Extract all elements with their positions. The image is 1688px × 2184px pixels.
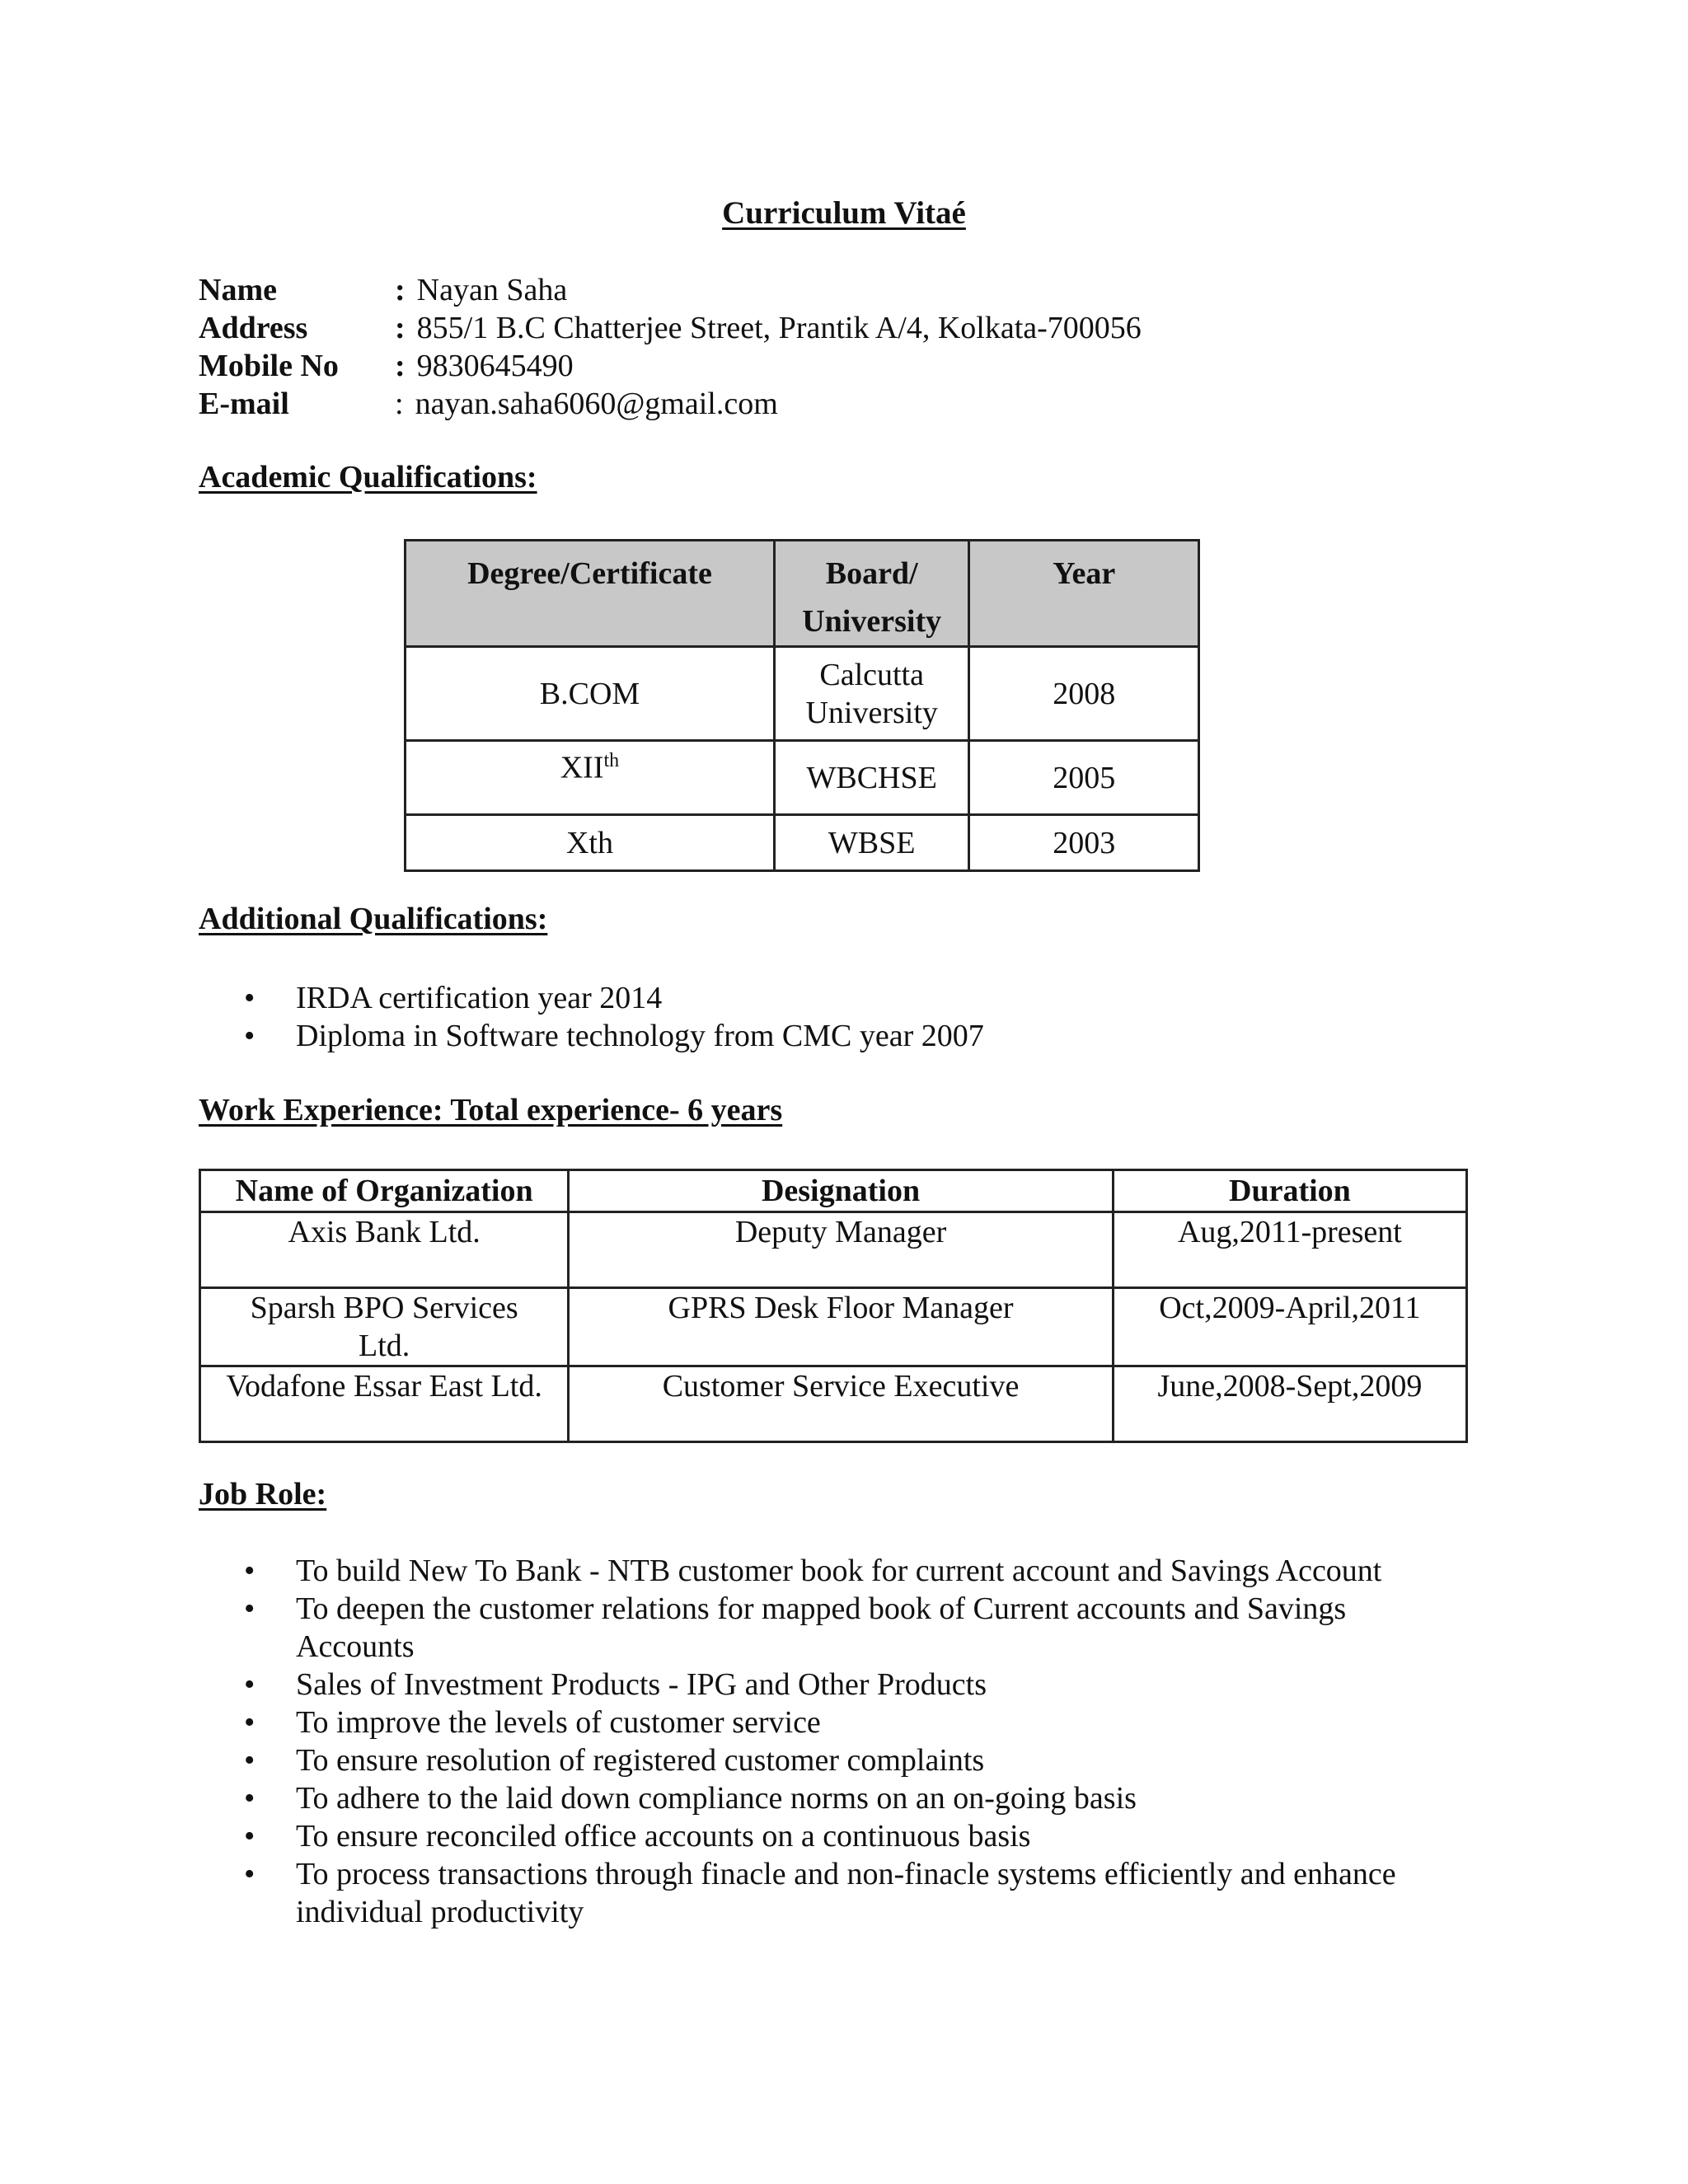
degree-superscript: th <box>603 750 620 771</box>
year-cell: 2005 <box>969 741 1199 815</box>
document-title: Curriculum Vitaé <box>722 195 966 231</box>
list-item: • To improve the levels of customer service <box>199 1704 1468 1741</box>
designation-cell: Deputy Manager <box>569 1212 1114 1288</box>
address-label: Address <box>199 311 308 345</box>
table-row <box>200 1288 1467 1366</box>
duration-cell: Oct,2009-April,2011 <box>1113 1288 1466 1366</box>
list-item: • To adhere to the laid down compliance norms on an on-going basis <box>199 1779 1468 1817</box>
degree-cell <box>406 741 775 815</box>
organization-cell: Axis Bank Ltd. <box>200 1212 569 1288</box>
header-board-line1: Board/ <box>825 556 918 591</box>
personal-row-mobile <box>199 348 1142 386</box>
header-year: Year <box>969 541 1199 647</box>
header-duration: Duration <box>1113 1170 1466 1212</box>
list-item: • To ensure resolution of registered customer complaints <box>199 1741 1468 1779</box>
duration-cell: June,2008-Sept,2009 <box>1113 1366 1466 1442</box>
name-value: Nayan Saha <box>416 273 568 307</box>
header-board-line2: University <box>802 604 942 639</box>
organization-cell <box>200 1288 569 1366</box>
job-role-list <box>199 1552 1468 1931</box>
degree-cell: B.COM <box>406 647 775 741</box>
additional-list <box>199 979 984 1055</box>
header-organization: Name of Organization <box>200 1170 569 1212</box>
personal-details <box>199 272 1142 424</box>
list-item: • IRDA certification year 2014 <box>199 979 984 1017</box>
table-row <box>406 741 1199 815</box>
table-header-row <box>406 541 1199 647</box>
organization-cell: Vodafone Essar East Ltd. <box>200 1366 569 1442</box>
list-item: • Sales of Investment Products - IPG and Other Products <box>199 1666 1468 1704</box>
table-row <box>406 815 1199 871</box>
designation-cell: Customer Service Executive <box>569 1366 1114 1442</box>
personal-row-name <box>199 272 1142 310</box>
separator: : <box>395 311 406 345</box>
organization-line2: Ltd. <box>358 1329 410 1363</box>
work-table <box>199 1169 1468 1443</box>
board-cell: WBSE <box>774 815 969 871</box>
list-item: • To ensure reconciled office accounts on a continuous basis <box>199 1817 1468 1855</box>
header-designation: Designation <box>569 1170 1114 1212</box>
board-line1: Calcutta <box>819 657 924 692</box>
duration-cell: Aug,2011-present <box>1113 1212 1466 1288</box>
separator: : <box>395 387 404 421</box>
personal-row-address <box>199 310 1142 348</box>
email-value: nayan.saha6060@gmail.com <box>415 387 778 421</box>
designation-cell: GPRS Desk Floor Manager <box>569 1288 1114 1366</box>
additional-heading: Additional Qualifications: <box>199 902 548 936</box>
academic-heading: Academic Qualifications: <box>199 460 537 494</box>
year-cell: 2003 <box>969 815 1199 871</box>
work-heading: Work Experience: Total experience- 6 years <box>199 1093 783 1127</box>
name-label: Name <box>199 273 277 307</box>
list-item: • To deepen the customer relations for mapped book of Current accounts and Savings Accounts <box>199 1590 1392 1666</box>
personal-row-email <box>199 386 1142 424</box>
academic-table <box>404 539 1200 872</box>
list-item: • Diploma in Software technology from CMC year 2007 <box>199 1017 984 1055</box>
separator: : <box>395 349 406 383</box>
table-row <box>406 647 1199 741</box>
header-degree: Degree/Certificate <box>406 541 775 647</box>
board-cell: WBCHSE <box>774 741 969 815</box>
table-row <box>200 1366 1467 1442</box>
mobile-label: Mobile No <box>199 349 339 383</box>
degree-text: XII <box>560 750 604 785</box>
list-item: • To build New To Bank - NTB customer book for current account and Savings Account <box>199 1552 1468 1590</box>
table-header-row <box>200 1170 1467 1212</box>
board-cell <box>774 647 969 741</box>
organization-line1: Sparsh BPO Services <box>250 1291 518 1325</box>
email-label: E-mail <box>199 387 289 421</box>
table-row <box>200 1212 1467 1288</box>
board-line2: University <box>805 695 938 730</box>
mobile-value: 9830645490 <box>416 349 574 383</box>
degree-cell: Xth <box>406 815 775 871</box>
list-item: • To process transactions through finacle and non-finacle systems efficiently and enhance individual productivity <box>199 1855 1491 1931</box>
year-cell: 2008 <box>969 647 1199 741</box>
job-role-heading: Job Role: <box>199 1477 327 1511</box>
address-value: 855/1 B.C Chatterjee Street, Prantik A/4, Kolkata-700056 <box>416 311 1142 345</box>
separator: : <box>395 273 406 307</box>
header-board <box>774 541 969 647</box>
